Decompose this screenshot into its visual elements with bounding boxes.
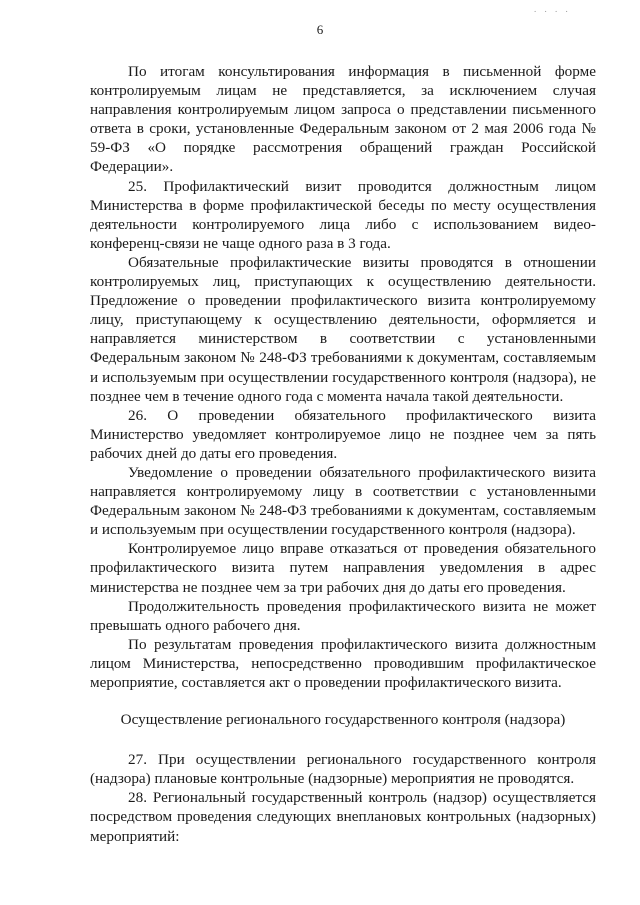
paragraph-26: 26. О проведении обязательного профилактического визита Министерство уведомляет контролируемое лицо не позднее чем за пять рабочих дней до даты его проведения. [90,406,596,462]
document-body [90,62,596,846]
section-heading: Осуществление регионального государственного контроля (надзора) [120,711,566,729]
paragraph-visit-act: По результатам проведения профилактического визита должностным лицом Министерства, непосредственно проводившим профилактическое мероприятие, составляется акт о проведении профилактического визита. [90,635,596,691]
paragraph-27: 27. При осуществлении регионального государственного контроля (надзора) плановые контрольные (надзорные) мероприятия не проводятся. [90,751,596,788]
paragraph-25: 25. Профилактический визит проводится должностным лицом Министерства в форме профилактической беседы по месту осуществления деятельности контролируемого лица либо с использованием видео-конференц-связи не чаще одного раза в 3 года. [90,177,596,252]
paragraph-28: 28. Региональный государственный контроль (надзор) осуществляется посредством проведения следующих внеплановых контрольных (надзорных) мероприятий: [90,789,596,845]
paragraph-refusal: Контролируемое лицо вправе отказаться от проведения обязательного профилактического визита путем направления уведомления в адрес министерства не позднее чем за три рабочих дня до даты его проведения. [90,540,596,596]
paragraph-consultation-result: По итогам консультирования информация в письменной форме контролируемым лицам не представляется, за исключением случая направления контролируемым лицом запроса о представлении письменного ответа в сроки, установленные Федеральным законом от 2 мая 2006 года № 59-ФЗ «О порядке рассмотрения обращений граждан Российской Федерации». [90,63,596,176]
page-number: 6 [316,22,324,37]
corner-marks: . . . . [534,4,571,14]
paragraph-duration: Продолжительность проведения профилактического визита не может превышать одного рабочего дня. [90,597,596,634]
paragraph-mandatory-visits: Обязательные профилактические визиты проводятся в отношении контролируемых лиц, приступающих к осуществлению деятельности. Предложение о проведении профилактического визита контролируемому лицу, приступающему к осуществлению деятельности, оформляется и направляется министерством в соответствии с установленными Федеральным законом № 248-ФЗ требованиями к документам, составляемым и используемым при осуществлении государственного контроля (надзора), не позднее чем в течение одного года с момента начала такой деятельности. [90,253,596,405]
paragraph-notification: Уведомление о проведении обязательного профилактического визита направляется контролируемому лицу в соответствии с установленными Федеральным законом № 248-ФЗ требованиями к документам, составляемым и используемым при осуществлении государственного контроля (надзора). [90,463,596,539]
